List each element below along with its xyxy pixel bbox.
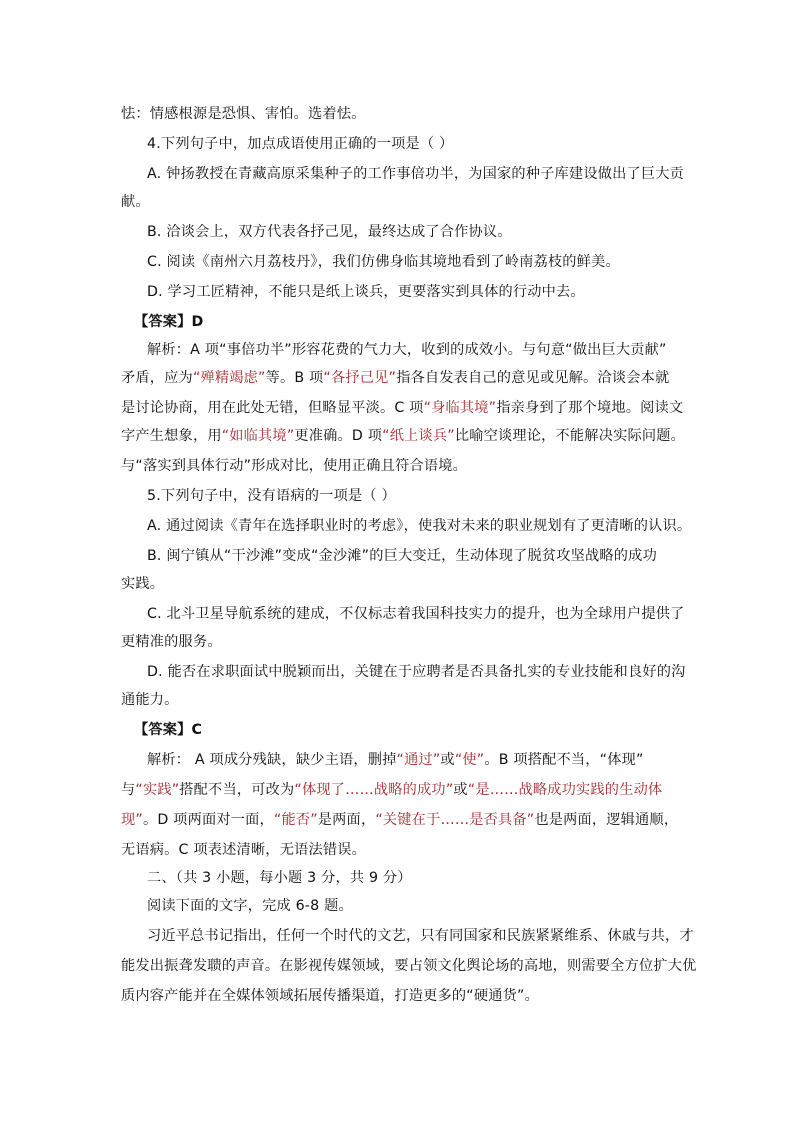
- highlight-span: “关键在于……是否具备”: [375, 812, 535, 828]
- text-span: 也是两面，逻辑通顺，: [534, 812, 679, 828]
- highlight-span: “如临其境”: [221, 428, 295, 444]
- text-span: 怯：情感根源是恐惧、害怕。选着怯。: [121, 106, 366, 122]
- text-span: 5.下列句子中，没有语病的一项是（ ）: [147, 488, 396, 504]
- answer-5: [134, 720, 202, 740]
- analysis-4-line5: [121, 456, 467, 476]
- answer-4: [134, 312, 204, 332]
- analysis-4-line1: [147, 340, 667, 360]
- text-span: D. 学习工匠精神，不能只是纸上谈兵，更要落实到具体的行动中去。: [147, 284, 585, 300]
- option-b-cont: [121, 574, 164, 594]
- text-span: 质内容产能并在全媒体领域拓展传播渠道，打造更多的“硬通货”。: [121, 988, 539, 1004]
- passage-line2: [121, 956, 697, 976]
- text-span: 解析：A 项“事倍功半”形容花费的气力大，收到的成效小。与句意“做出巨大贡献”: [147, 342, 667, 358]
- highlight-span: 现”: [121, 812, 143, 828]
- text-span: 搭配不当，可改为: [179, 782, 295, 798]
- text-span: 实践。: [121, 576, 165, 592]
- text-span: 。B 项搭配不当，: [484, 752, 600, 768]
- text-span: 解析： A 项成分残缺，缺少主语，删掉: [147, 752, 397, 768]
- answer-label: 【答案】C: [134, 722, 203, 738]
- text-span: B. 闽宁镇从“干沙滩”变成“金沙滩”的巨大变迁，生动体现了脱贫攻坚战略的成功: [147, 548, 657, 564]
- text-span: 能发出振聋发聩的声音。在影视传媒领域，要占领文化舆论场的高地，则需要全方位扩大优: [121, 958, 697, 974]
- option-b: [147, 546, 657, 566]
- option-a: [147, 516, 691, 536]
- text-span: 更精准的服务。: [121, 634, 222, 650]
- highlight-span: “体现了……战略的成功”: [294, 782, 454, 798]
- text-span: “体现”: [599, 752, 644, 768]
- text-span: 矛盾，应为: [121, 370, 193, 386]
- option-a: [147, 164, 684, 184]
- answer-label: 【答案】D: [134, 314, 204, 330]
- text-span: 。D 项两面对一面，: [142, 812, 274, 828]
- text-span: 或: [440, 752, 455, 768]
- text-span: 是两面，: [317, 812, 376, 828]
- highlight-span: “通过”: [396, 752, 441, 768]
- analysis-4-line4: [121, 426, 685, 446]
- text-span: 4.下列句子中，加点成语使用正确的一项是（ ）: [147, 136, 454, 152]
- text-span: 阅读下面的文字，完成 6-8 题。: [147, 898, 353, 914]
- reading-instruction: [147, 896, 353, 916]
- option-b: [147, 222, 512, 242]
- text-span: 或: [453, 782, 468, 798]
- analysis-5-line3: [121, 810, 678, 830]
- section-heading: [147, 868, 412, 888]
- text-span: 习近平总书记指出，任何一个时代的文艺，只有同国家和民族紧紧维系、休戚与共，才: [147, 928, 694, 944]
- analysis-4-line3: [121, 398, 683, 418]
- text-span: 更准确。D 项: [294, 428, 383, 444]
- text-span: D. 能否在求职面试中脱颖而出，关键在于应聘者是否具备扎实的专业技能和良好的沟: [147, 664, 686, 680]
- option-d: [147, 662, 686, 682]
- text-span: 指亲身到了那个境地。阅读文: [496, 400, 684, 416]
- text-span: B. 洽谈会上，双方代表各抒己见，最终达成了合作协议。: [147, 224, 512, 240]
- highlight-span: “各抒己见”: [323, 370, 397, 386]
- option-c: [147, 604, 684, 624]
- text-span: 无语病。C 项表述清晰，无语法错误。: [121, 842, 367, 858]
- analysis-4-line2: [121, 368, 669, 388]
- text-span: 与“落实到具体行动”形成对比，使用正确且符合语境。: [121, 458, 468, 474]
- option-d-cont: [121, 690, 179, 710]
- option-c: [147, 252, 620, 272]
- analysis-5-line4: [121, 840, 366, 860]
- text-span: A. 通过阅读《青年在选择职业时的考虑》，使我对未来的职业规划有了更清晰的认识。: [147, 518, 692, 534]
- analysis-5-line1: [147, 750, 644, 770]
- question-5-stem: [147, 486, 396, 506]
- text-span: C. 阅读《南州六月荔枝丹》，我们仿佛身临其境地看到了岭南荔枝的鲜美。: [147, 254, 620, 270]
- highlight-span: “身临其境”: [423, 400, 497, 416]
- highlight-span: “是……战略成功实践的生动体: [467, 782, 663, 798]
- text-span: C. 北斗卫星导航系统的建成，不仅标志着我国科技实力的提升，也为全球用户提供了: [147, 606, 685, 622]
- text-span: 献。: [121, 194, 150, 210]
- option-d: [147, 282, 585, 302]
- text-span: 等。B 项: [265, 370, 324, 386]
- passage-line1: [147, 926, 694, 946]
- text-span: 字产生想象，用: [121, 428, 222, 444]
- highlight-span: “纸上谈兵”: [382, 428, 455, 444]
- text-span: 通能力。: [121, 692, 179, 708]
- text-span: 是讨论协商，用在此处无错，但略显平淡。C 项: [121, 400, 424, 416]
- text-span: A. 钟扬教授在青藏高原采集种子的工作事倍功半，为国家的种子库建设做出了巨大贡: [147, 166, 685, 182]
- text-span: 指各自发表自己的意见或见解。洽谈会本就: [396, 370, 670, 386]
- highlight-span: “能否”: [273, 812, 318, 828]
- option-c-cont: [121, 632, 222, 652]
- option-a-cont: [121, 192, 150, 212]
- text-span: 二、（共 3 小题，每小题 3 分，共 9 分）: [147, 870, 412, 886]
- text-line: [121, 104, 366, 124]
- highlight-span: “殚精竭虑”: [192, 370, 266, 386]
- highlight-span: “使”: [454, 752, 485, 768]
- question-4-stem: [147, 134, 453, 154]
- passage-line3: [121, 986, 539, 1006]
- analysis-5-line2: [121, 780, 662, 800]
- highlight-span: “实践”: [135, 782, 180, 798]
- text-span: 与: [121, 782, 136, 798]
- text-span: 比喻空谈理论，不能解决实际问题。: [454, 428, 686, 444]
